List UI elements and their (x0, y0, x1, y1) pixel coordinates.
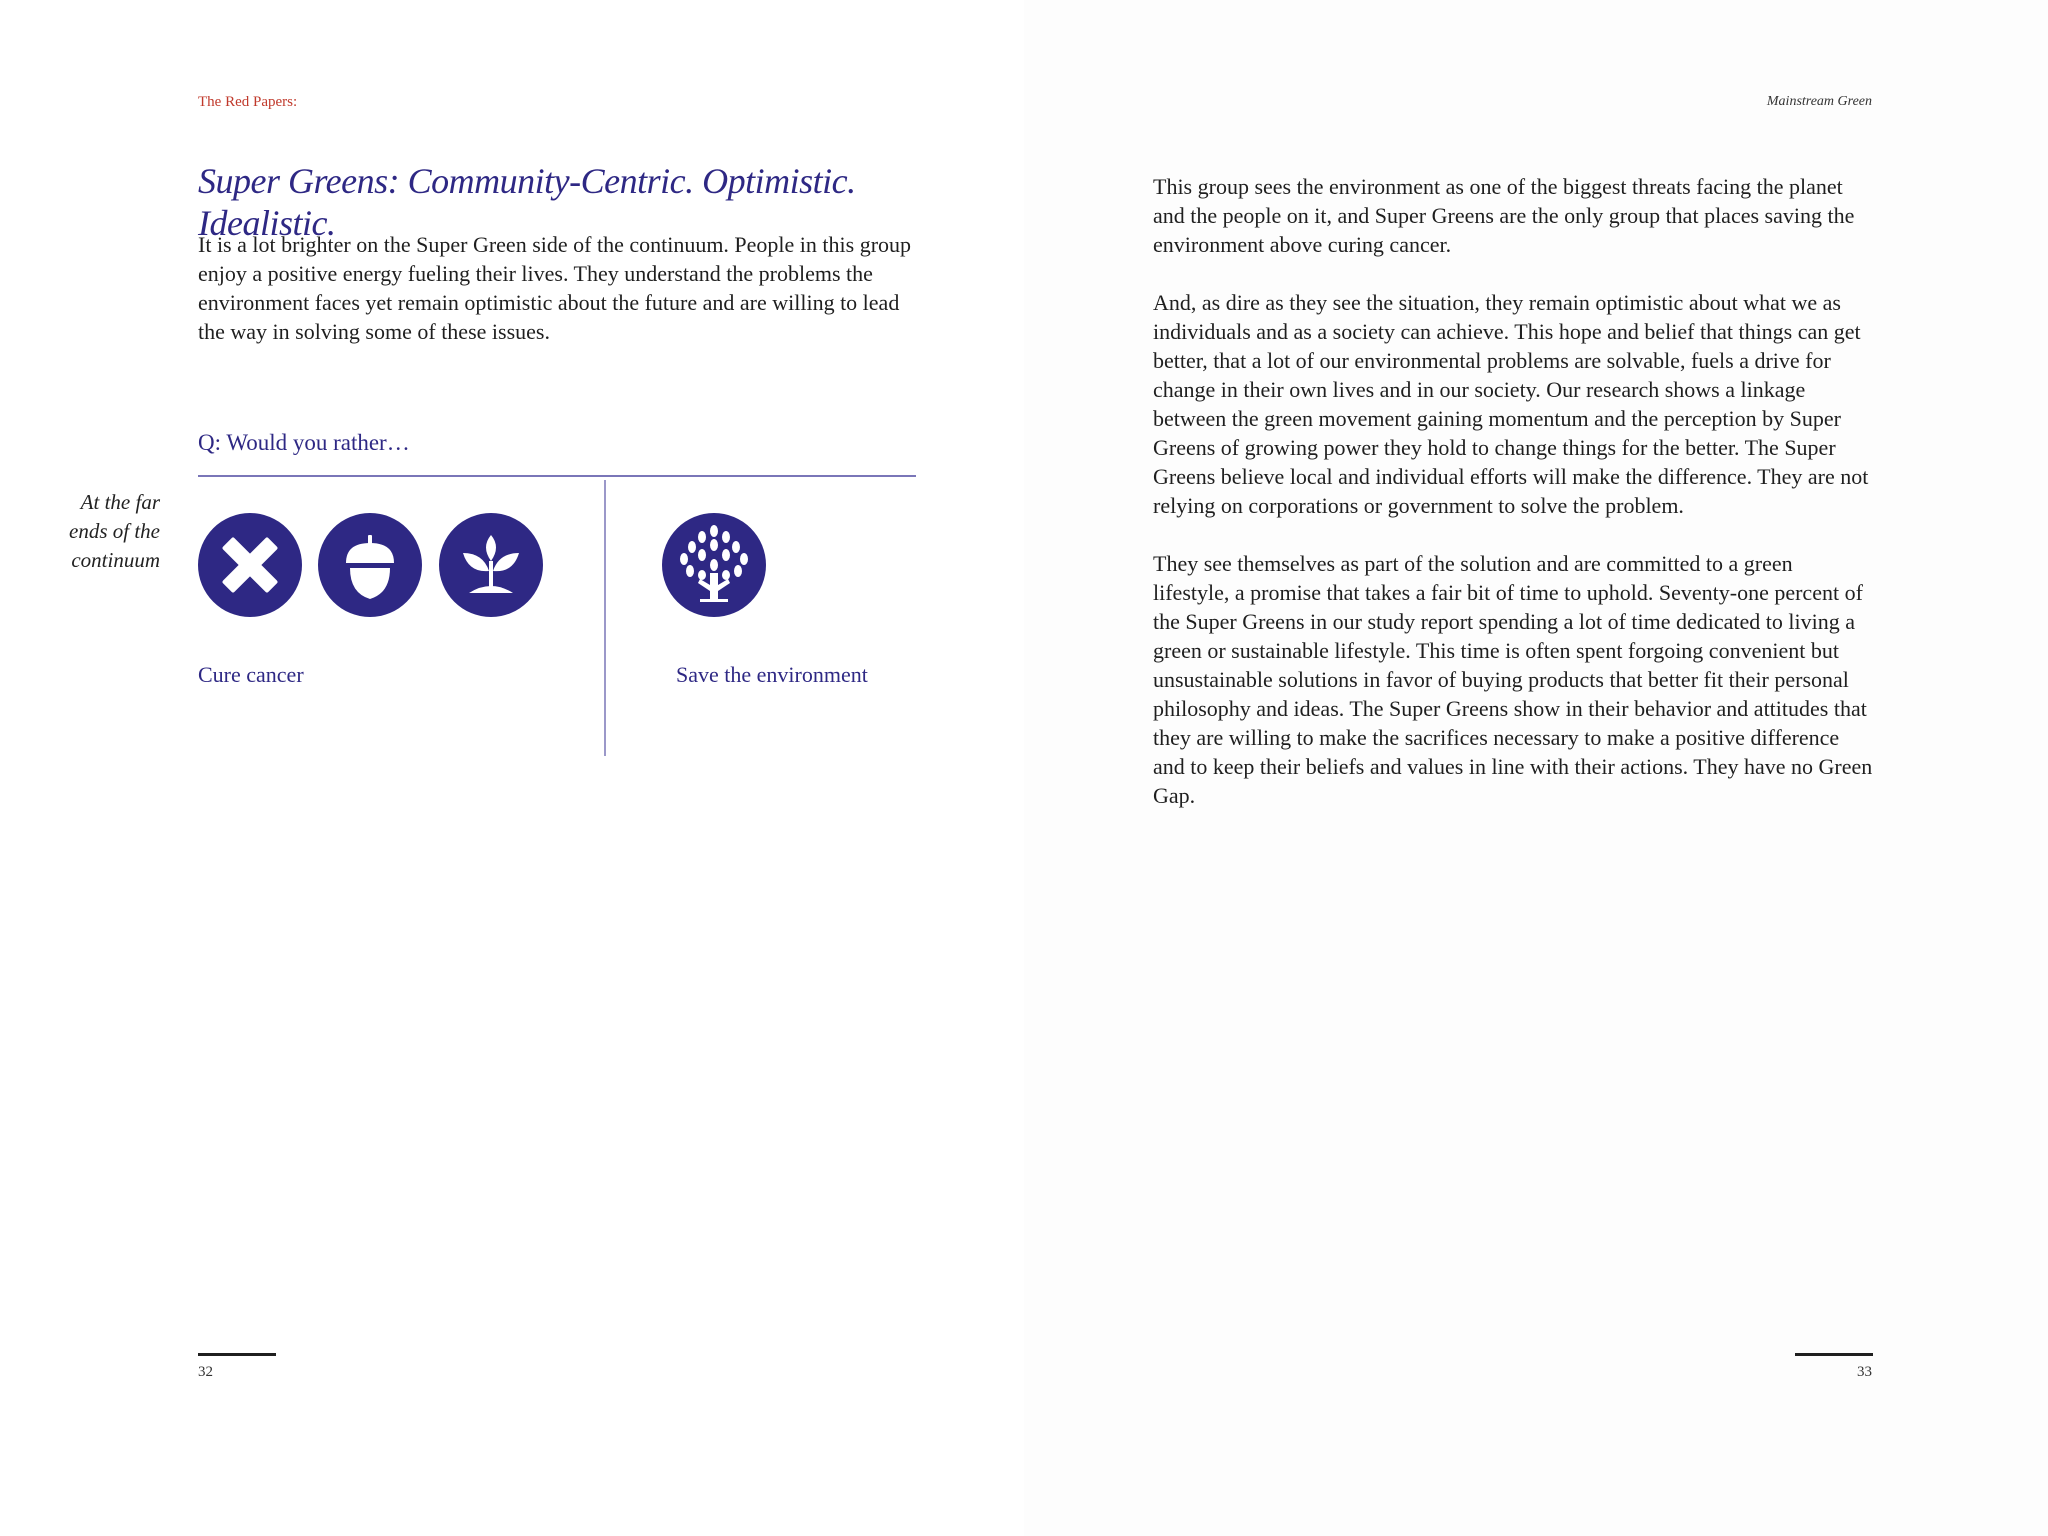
page-number-right: 33 (1857, 1364, 1872, 1380)
page-number-left: 32 (198, 1364, 213, 1380)
question-divider (198, 475, 916, 477)
answer-save-environment: Save the environment (676, 662, 868, 687)
intro-paragraph: It is a lot brighter on the Super Green side of the continuum. People in this group enjoy a positive energy fueling their lives. They understand the problems the environment faces yet remain optimistic about the future and are willing to lead the way in solving some of these issues. (198, 232, 912, 344)
footer-rule-right (1795, 1353, 1873, 1356)
x-cross-icon (198, 513, 302, 617)
body-paragraph-2: And, as dire as they see the situation, they remain optimistic about what we as individuals and as a society can achieve. This hope and belief that things can get better, that a lot of our environmental problems are solvable, fuels a drive for change in their own lives and in our society. Our research shows a linkage between the green movement gaining momentum and the perception by Super Greens of growing power they hold to change things for the better. The Super Greens believe local and individual efforts will make the difference. They are not relying on corporations or government to solve the problem. (1153, 290, 1869, 518)
question-label: Q: Would you rather… (198, 430, 410, 455)
running-title-left: The Red Papers: (198, 94, 298, 110)
footer-rule-left (198, 1353, 276, 1356)
sprout-icon (439, 513, 543, 617)
section-heading: Super Greens: Community-Centric. Optimistic. Idealistic. (198, 161, 856, 243)
tree-icon (662, 513, 766, 617)
running-title-right: Mainstream Green (1766, 94, 1872, 109)
body-paragraph-1: This group sees the environment as one of the biggest threats facing the planet and the people on it, and Super Greens are the only group that places saving the environment above curing cancer. (1153, 174, 1855, 257)
body-paragraph-3: They see themselves as part of the solution and are committed to a green lifestyle, a promise that takes a fair bit of time to uphold. Seventy-one percent of the Super Greens in our study report spending a lot of time dedicated to living a green or sustainable lifestyle. This time is often spent forgoing convenient but unsustainable solutions in favor of buying products that better fit their personal philosophy and ideas. The Super Greens show in their behavior and attitudes that they are willing to make the sacrifices necessary to make a positive difference and to keep their beliefs and values in line with their actions. They have no Green Gap. (1153, 551, 1873, 808)
acorn-icon (318, 513, 422, 617)
answer-cure-cancer: Cure cancer (198, 662, 304, 687)
right-page-body (1153, 172, 1873, 839)
side-note: At the far ends of the continuum (69, 490, 160, 572)
continuum-divider (604, 480, 606, 756)
